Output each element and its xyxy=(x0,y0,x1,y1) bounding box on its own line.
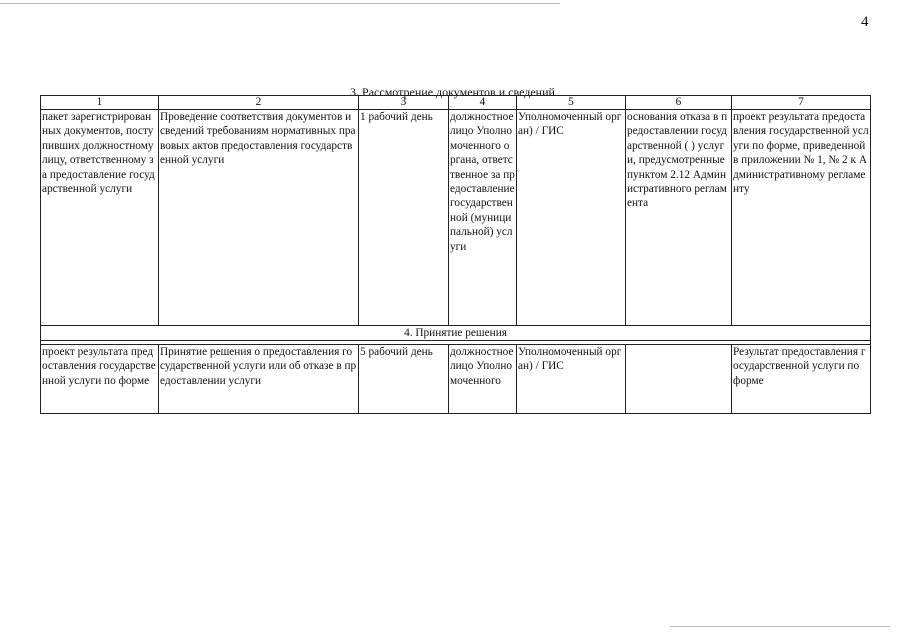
column-number-row xyxy=(41,96,871,110)
section-3-row xyxy=(41,110,871,326)
criteria-cell: основания отказа в предоставлении государственной ( ) услуги, предусмотренные пунктом 2.12 Административного регламента xyxy=(626,110,732,326)
section-4-row xyxy=(41,345,871,414)
section-4-title: 4. Принятие решения xyxy=(41,326,871,341)
deadline-cell: 5 рабочий день xyxy=(359,345,449,414)
procedure-table xyxy=(40,95,871,414)
column-number: 7 xyxy=(732,96,871,110)
action-cell: Принятие решения о предоставления государственной услуги или об отказе в предоставлении услуги xyxy=(159,345,359,414)
action-cell: Проведение соответствия документов и сведений требованиям нормативных правовых актов предоставления государственной услуги xyxy=(159,110,359,326)
column-number: 5 xyxy=(517,96,626,110)
responsible-cell: должностное лицо Уполномоченного органа, ответственное за предоставление государственной (муниципальной) услуги xyxy=(449,110,517,326)
deadline-cell: 1 рабочий день xyxy=(359,110,449,326)
column-number: 3 xyxy=(359,96,449,110)
place-cell: Уполномоченный орган) / ГИС xyxy=(517,110,626,326)
column-number: 4 xyxy=(449,96,517,110)
basis-cell: пакет зарегистрированных документов, поступивших должностному лицу, ответственному за предоставление государственной услуги xyxy=(41,110,159,326)
section-4-title-row xyxy=(41,326,871,341)
criteria-cell xyxy=(626,345,732,414)
result-cell: Результат предоставления государственной услуги по форме xyxy=(732,345,871,414)
result-cell: проект результата предоставления государственной услуги по форме, приведенной в приложении № 1, № 2 к Административному регламенту xyxy=(732,110,871,326)
page-number: 4 xyxy=(861,14,869,30)
scan-edge-mark-top xyxy=(0,3,560,4)
responsible-cell: должностное лицо Уполномоченного xyxy=(449,345,517,414)
column-number: 2 xyxy=(159,96,359,110)
column-number: 6 xyxy=(626,96,732,110)
column-number: 1 xyxy=(41,96,159,110)
scan-edge-mark-bottom xyxy=(670,626,890,627)
section-3-title: 3. Рассмотрение документов и сведений xyxy=(350,85,555,99)
place-cell: Уполномоченный орган) / ГИС xyxy=(517,345,626,414)
basis-cell: проект результата предоставления государственной услуги по форме xyxy=(41,345,159,414)
